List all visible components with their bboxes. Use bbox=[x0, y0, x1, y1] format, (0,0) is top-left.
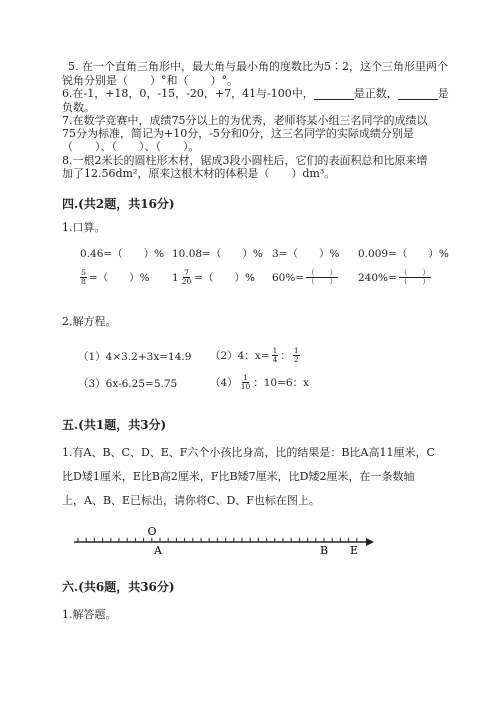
number-line bbox=[70, 522, 380, 558]
number-line-arrow bbox=[366, 538, 374, 546]
q6-blank-positive bbox=[314, 89, 354, 100]
point-a-label: A bbox=[154, 544, 162, 557]
q6-text-c: 是 bbox=[437, 87, 449, 100]
q-height-line1: 1.有A、B、C、D、E、F六个小孩比身高，比的结果是：B比A高11厘米，C bbox=[62, 446, 435, 459]
fraction-5-8: $\frac{5}{8}$ bbox=[81, 268, 86, 286]
fraction-1-4: $\frac{1}{4}$ bbox=[272, 346, 278, 364]
oral-r1c2: 10.08=（ ）% bbox=[172, 248, 263, 260]
q6-blank-negative bbox=[398, 89, 438, 100]
q5-line1: 5. 在一个直角三角形中，最大角与最小角的度数比为5∶2，这个三角形里两个 bbox=[68, 60, 448, 73]
q6-text-b: 是正数， bbox=[353, 87, 398, 100]
q6-line1 bbox=[62, 87, 449, 101]
equation-3: （3）6x-6.25=5.75 bbox=[78, 378, 178, 390]
section4-heading: 四.(共2题，共16分) bbox=[62, 197, 175, 211]
q5-line2: 锐角分别是（ ）°和（ ）°。 bbox=[62, 74, 238, 87]
oral-r1c1: 0.46=（ ）% bbox=[80, 248, 165, 260]
section6-heading: 六.(共6题，共36分) bbox=[62, 580, 175, 594]
oral-r1c4: 0.009=（ ）% bbox=[358, 248, 449, 260]
oral-r2c2: 1 $\frac{7}{20}$ =（ ）% bbox=[172, 268, 256, 286]
fraction-blank: $\frac{( )}{( )}$ bbox=[307, 268, 338, 286]
q8-line1: 8.一根2米长的圆柱形木材，锯成3段小圆柱后，它们的表面积总和比原来增 bbox=[62, 154, 428, 167]
equations-title: 2.解方程。 bbox=[62, 315, 117, 328]
origin-label: O bbox=[147, 525, 157, 538]
q8-line2: 加了12.56dm²，原来这根木材的体积是（ ）dm³。 bbox=[62, 167, 336, 180]
fraction-1-10: $\frac{1}{10}$ bbox=[240, 373, 251, 391]
oral-calc-title: 1.口算。 bbox=[62, 221, 106, 234]
fraction-7-20: $\frac{7}{20}$ bbox=[181, 268, 192, 286]
q7-line3: （ ）、（ ）、（ ）。 bbox=[62, 140, 200, 153]
q7-line1: 7.在数学竞赛中，成绩75分以上的为优秀，老师将某小组三名同学的成绩以 bbox=[62, 114, 428, 127]
fraction-blank: $\frac{( )}{( )}$ bbox=[399, 268, 430, 286]
oral-r2c3: 60%= $\frac{( )}{( )}$ bbox=[272, 268, 338, 286]
equation-4: （4） $\frac{1}{10}$ ：10=6：x bbox=[210, 373, 309, 391]
oral-r2c1: $\frac{5}{8}$ =（ ）% bbox=[81, 268, 150, 286]
point-e-label: E bbox=[349, 544, 359, 557]
q7-line2: 75分为标准，简记为+10分，-5分和0分，这三名同学的实际成绩分别是 bbox=[62, 127, 414, 140]
q-height-line2: 比D矮1厘米，E比B高2厘米，F比B矮7厘米，比D矮2厘米，在一条数轴 bbox=[62, 470, 415, 483]
oral-r1c3: 3=（ ）% bbox=[272, 248, 340, 260]
q6-line2: 负数。 bbox=[62, 101, 95, 114]
equation-2: （2）4：x= $\frac{1}{4}$ ： $\frac{1}{2}$ bbox=[210, 346, 299, 364]
fraction-1-2: $\frac{1}{2}$ bbox=[293, 346, 299, 364]
equation-1: （1）4×3.2+3x=14.9 bbox=[78, 351, 192, 363]
word-problems-title: 1.解答题。 bbox=[62, 608, 117, 621]
q6-text-a: 6.在-1，+18，0，-15，-20，+7，41与-100中， bbox=[62, 87, 314, 100]
q-height-line3: 上，A、B、E已标出，请你将C、D、F也标在图上。 bbox=[62, 494, 320, 507]
section5-heading: 五.(共1题，共3分) bbox=[62, 418, 167, 432]
point-b-label: B bbox=[319, 544, 329, 557]
oral-r2c4: 240%= $\frac{( )}{( )}$ bbox=[358, 268, 430, 286]
